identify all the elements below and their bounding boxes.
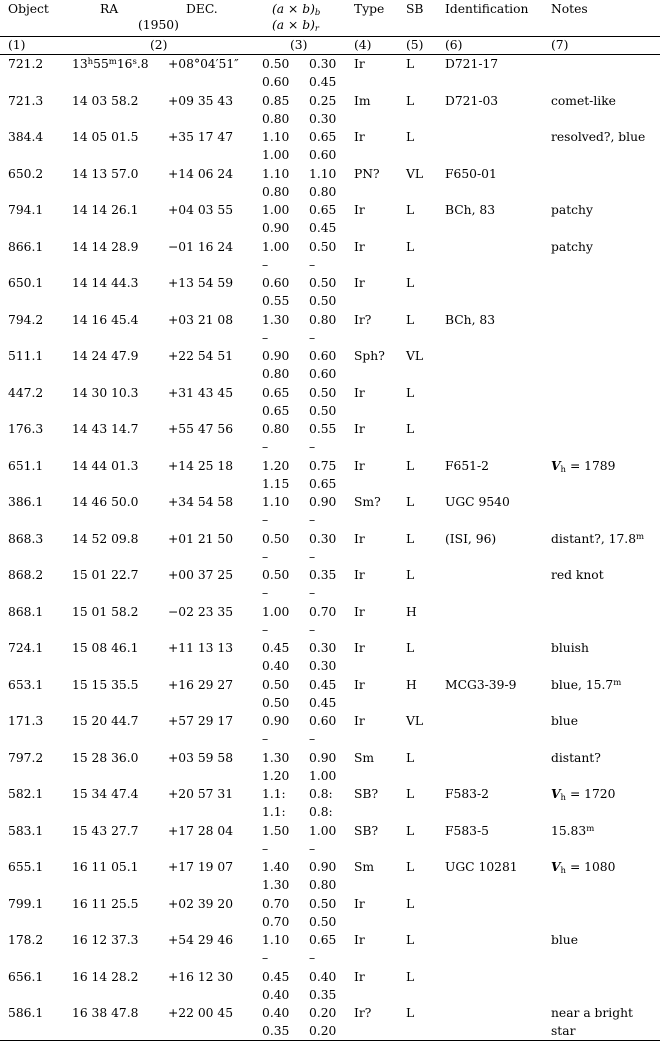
size-b-blue-cell: 0.45 (309, 677, 337, 692)
ra-cell: 14 13 57.0 (72, 166, 139, 181)
sb-cell: H (406, 677, 417, 692)
col-number: (5) (406, 38, 424, 52)
notes-cell: bluish (551, 641, 589, 655)
ra-cell: 15 43 27.7 (72, 823, 139, 838)
identification-cell: D721-17 (445, 57, 499, 71)
sb-cell: VL (406, 166, 424, 181)
size-a-blue-cell: 0.60 (262, 276, 290, 290)
type-cell: Ir (354, 933, 365, 947)
size-a-red-cell: 0.60 (262, 75, 290, 89)
ra-cell: 13$^h$55$^m$16$^s$.8 (72, 57, 149, 71)
sb-cell: L (406, 495, 415, 509)
size-a-red-cell: 1.1: (262, 805, 286, 819)
size-a-red-cell: – (262, 622, 269, 637)
ra-cell: 14 03 58.2 (72, 93, 139, 108)
dec-cell: +00 37 25 (168, 568, 234, 582)
sb-cell: L (406, 276, 415, 290)
col-header-notes: Notes (551, 2, 588, 16)
type-cell: Ir (354, 239, 365, 254)
dec-cell: +34 54 58 (168, 495, 234, 509)
col-number: (4) (354, 38, 372, 52)
size-a-red-cell: – (262, 513, 269, 527)
notes-cell: 15.83$^m$ (551, 823, 595, 838)
header-rule-top (0, 36, 660, 37)
size-a-red-cell: 0.65 (262, 403, 290, 418)
dec-cell: +54 29 46 (168, 933, 234, 947)
sb-cell: L (406, 896, 415, 911)
dec-cell: +02 39 20 (168, 896, 234, 911)
size-a-red-cell: – (262, 951, 269, 965)
object-cell: 794.2 (8, 312, 44, 327)
size-a-blue-cell: 1.1: (262, 787, 286, 801)
object-cell: 583.1 (8, 823, 44, 838)
sb-cell: L (406, 93, 415, 108)
header-rule-bottom (0, 54, 660, 55)
identification-cell: UGC 10281 (445, 860, 518, 874)
notes-cell: $V_h = 1720$ (551, 786, 616, 803)
object-cell: 178.2 (8, 933, 44, 947)
size-b-blue-cell: 0.60 (309, 714, 337, 728)
size-a-blue-cell: 1.20 (262, 458, 290, 473)
col-number: (1) (8, 38, 26, 52)
ra-cell: 16 12 37.3 (72, 933, 139, 947)
type-cell: Ir (354, 458, 365, 473)
size-b-blue-cell: 0.60 (309, 349, 337, 363)
ra-cell: 14 05 01.5 (72, 130, 139, 144)
size-b-blue-cell: 0.55 (309, 422, 337, 436)
dec-cell: +04 03 55 (168, 203, 234, 217)
size-b-red-cell: 0.50 (309, 294, 337, 308)
dec-cell: +14 06 24 (168, 166, 234, 181)
size-b-blue-cell: 0.65 (309, 203, 337, 217)
object-cell: 586.1 (8, 1006, 44, 1020)
sb-cell: L (406, 787, 415, 801)
type-cell: Sm? (354, 495, 381, 509)
size-a-blue-cell: 1.10 (262, 933, 290, 947)
col-number: (6) (445, 38, 463, 52)
size-a-red-cell: 0.40 (262, 659, 290, 673)
size-a-blue-cell: 0.70 (262, 896, 290, 911)
col-header-dec: DEC. (186, 2, 218, 16)
size-b-blue-cell: 0.30 (309, 57, 337, 71)
type-cell: Ir (354, 714, 365, 728)
ra-cell: 16 11 05.1 (72, 860, 139, 874)
object-cell: 651.1 (8, 458, 44, 473)
size-b-blue-cell: 0.90 (309, 750, 337, 765)
type-cell: Ir (354, 969, 365, 984)
identification-cell: UGC 9540 (445, 495, 510, 509)
object-cell: 868.1 (8, 604, 44, 619)
ra-cell: 16 11 25.5 (72, 896, 139, 911)
dec-cell: −01 16 24 (168, 239, 234, 254)
sb-cell: H (406, 604, 417, 619)
size-b-red-cell: 0.45 (309, 695, 337, 710)
notes-cell: distant?, 17.8$^m$ (551, 531, 645, 546)
ra-cell: 14 43 14.7 (72, 422, 139, 436)
size-b-red-cell: – (309, 586, 316, 600)
sb-cell: L (406, 203, 415, 217)
ra-cell: 16 38 47.8 (72, 1006, 139, 1020)
size-a-red-cell: 0.80 (262, 184, 290, 199)
size-b-blue-cell: 0.50 (309, 239, 337, 254)
sb-cell: L (406, 1006, 415, 1020)
size-a-red-cell: – (262, 549, 269, 564)
sb-cell: L (406, 860, 415, 874)
ra-cell: 14 46 50.0 (72, 495, 139, 509)
size-b-red-cell: – (309, 841, 316, 856)
sb-cell: L (406, 422, 415, 436)
type-cell: Ir (354, 385, 365, 400)
ra-cell: 15 20 44.7 (72, 714, 139, 728)
identification-cell: BCh, 83 (445, 312, 496, 327)
identification-cell: F583-5 (445, 823, 489, 838)
ra-cell: 15 01 22.7 (72, 568, 139, 582)
dec-cell: +17 19 07 (168, 860, 234, 874)
col-number: (7) (551, 38, 569, 52)
size-b-red-cell: 0.80 (309, 184, 337, 199)
ra-cell: 14 24 47.9 (72, 349, 139, 363)
ra-cell: 15 01 58.2 (72, 604, 139, 619)
size-b-blue-cell: 0.90 (309, 860, 337, 874)
object-cell: 721.3 (8, 93, 44, 108)
col-header-type: Type (354, 2, 385, 16)
size-a-red-cell: 0.80 (262, 111, 290, 126)
type-cell: Ir (354, 604, 365, 619)
size-b-red-cell: – (309, 513, 316, 527)
size-a-red-cell: 1.15 (262, 476, 290, 491)
dec-cell: +31 43 45 (168, 385, 234, 400)
size-b-blue-cell: 1.10 (309, 166, 337, 181)
type-cell: Ir (354, 203, 365, 217)
size-b-red-cell: 0.30 (309, 111, 337, 126)
ra-cell: 15 15 35.5 (72, 677, 139, 692)
size-a-red-cell: 1.30 (262, 878, 290, 892)
size-b-blue-cell: 0.90 (309, 495, 337, 509)
notes-cell: blue, 15.7$^m$ (551, 677, 622, 692)
size-b-red-cell: 0.65 (309, 476, 337, 491)
size-b-blue-cell: 0.65 (309, 933, 337, 947)
ra-cell: 14 14 26.1 (72, 203, 139, 217)
size-a-red-cell: – (262, 732, 269, 746)
type-cell: Im (354, 93, 371, 108)
sb-cell: L (406, 239, 415, 254)
notes-cell: patchy (551, 203, 593, 217)
object-cell: 582.1 (8, 787, 44, 801)
identification-cell: MCG3-39-9 (445, 677, 517, 692)
size-b-blue-cell: 0.25 (309, 93, 337, 108)
col-header-sb: SB (406, 2, 424, 16)
object-cell: 868.3 (8, 531, 44, 546)
size-a-blue-cell: 0.45 (262, 641, 290, 655)
dec-cell: +57 29 17 (168, 714, 234, 728)
size-a-red-cell: 1.00 (262, 148, 290, 162)
size-a-blue-cell: 1.30 (262, 750, 290, 765)
size-b-red-cell: – (309, 549, 316, 564)
type-cell: Ir? (354, 312, 372, 327)
dec-cell: +13 54 59 (168, 276, 234, 290)
size-b-red-cell: 0.50 (309, 403, 337, 418)
notes-cell: red knot (551, 568, 604, 582)
dec-cell: +11 13 13 (168, 641, 234, 655)
object-cell: 655.1 (8, 860, 44, 874)
type-cell: Ir (354, 677, 365, 692)
type-cell: Sm (354, 860, 375, 874)
object-cell: 794.1 (8, 203, 44, 217)
notes-cell: blue (551, 933, 579, 947)
identification-cell: F583-2 (445, 787, 489, 801)
size-a-blue-cell: 1.40 (262, 860, 290, 874)
col-number: (3) (290, 38, 308, 52)
size-a-red-cell: 0.55 (262, 294, 290, 308)
object-cell: 799.1 (8, 896, 44, 911)
object-cell: 447.2 (8, 385, 44, 400)
sb-cell: L (406, 823, 415, 838)
size-a-blue-cell: 0.50 (262, 531, 290, 546)
type-cell: Ir (354, 531, 365, 546)
size-b-red-cell: 0.30 (309, 659, 337, 673)
type-cell: Sm (354, 750, 375, 765)
size-a-blue-cell: 0.85 (262, 93, 290, 108)
type-cell: SB? (354, 787, 379, 801)
size-b-red-cell: – (309, 257, 316, 272)
col-number: (2) (150, 38, 168, 52)
sb-cell: L (406, 969, 415, 984)
size-a-blue-cell: 0.50 (262, 677, 290, 692)
ra-cell: 14 30 10.3 (72, 385, 139, 400)
ra-cell: 15 34 47.4 (72, 787, 139, 801)
size-a-blue-cell: 1.30 (262, 312, 290, 327)
size-a-red-cell: 0.40 (262, 987, 290, 1002)
size-a-red-cell: 0.80 (262, 367, 290, 381)
object-cell: 724.1 (8, 641, 44, 655)
dec-cell: +22 54 51 (168, 349, 234, 363)
dec-cell: +35 17 47 (168, 130, 234, 144)
size-a-red-cell: 1.20 (262, 768, 290, 783)
size-a-red-cell: 0.70 (262, 914, 290, 929)
ra-cell: 14 14 28.9 (72, 239, 139, 254)
table-bottom-rule (0, 1040, 660, 1041)
dec-cell: +03 21 08 (168, 312, 234, 327)
notes-cell: resolved?, blue (551, 130, 646, 144)
size-a-blue-cell: 0.50 (262, 57, 290, 71)
size-b-red-cell: 0.60 (309, 148, 337, 162)
identification-cell: (ISI, 96) (445, 531, 497, 546)
size-a-red-cell: 0.50 (262, 695, 290, 710)
size-a-blue-cell: 0.90 (262, 349, 290, 363)
type-cell: Ir (354, 641, 365, 655)
object-cell: 653.1 (8, 677, 44, 692)
size-a-blue-cell: 0.65 (262, 385, 290, 400)
object-cell: 650.2 (8, 166, 44, 181)
dec-cell: +17 28 04 (168, 823, 234, 838)
sb-cell: L (406, 750, 415, 765)
col-header-object: Object (8, 2, 49, 16)
notes-cell: $V_h = 1789$ (551, 457, 616, 475)
size-b-blue-cell: 0.50 (309, 276, 337, 290)
type-cell: Ir (354, 896, 365, 911)
size-b-red-cell: 0.60 (309, 367, 337, 381)
size-a-blue-cell: 0.80 (262, 422, 290, 436)
dec-cell: +16 29 27 (168, 677, 234, 692)
size-a-blue-cell: 1.10 (262, 495, 290, 509)
object-cell: 176.3 (8, 422, 44, 436)
size-a-red-cell: – (262, 841, 269, 856)
size-a-blue-cell: 1.50 (262, 823, 290, 838)
size-b-red-cell: 0.80 (309, 878, 337, 892)
size-b-red-cell: – (309, 330, 316, 345)
size-a-red-cell: – (262, 440, 269, 454)
size-a-red-cell: – (262, 330, 269, 345)
dec-cell: +03 59 58 (168, 750, 234, 765)
ra-cell: 16 14 28.2 (72, 969, 139, 984)
size-a-red-cell: – (262, 257, 269, 272)
type-cell: Ir (354, 130, 365, 144)
size-b-red-cell: – (309, 732, 316, 746)
size-b-blue-cell: 0.80 (309, 312, 337, 327)
sb-cell: L (406, 568, 415, 582)
size-a-blue-cell: 1.00 (262, 604, 290, 619)
size-b-red-cell: – (309, 440, 316, 454)
size-b-blue-cell: 0.35 (309, 568, 337, 582)
dec-cell: +20 57 31 (168, 787, 234, 801)
ra-cell: 15 08 46.1 (72, 641, 139, 655)
sb-cell: VL (406, 714, 424, 728)
col-header-size-blue: $(a \times b)_b$ (272, 2, 321, 18)
size-b-blue-cell: 0.50 (309, 896, 337, 911)
size-a-red-cell: – (262, 586, 269, 600)
size-b-blue-cell: 0.30 (309, 641, 337, 655)
dec-cell: −02 23 35 (168, 604, 234, 619)
object-cell: 650.1 (8, 276, 44, 290)
object-cell: 384.4 (8, 130, 44, 144)
identification-cell: BCh, 83 (445, 203, 496, 217)
notes-cell: blue (551, 714, 579, 728)
type-cell: Ir (354, 422, 365, 436)
size-a-red-cell: 0.90 (262, 221, 290, 235)
size-b-blue-cell: 0.70 (309, 604, 337, 619)
size-b-red-cell: 0.8: (309, 805, 333, 819)
dec-cell: +08°04′51″ (168, 57, 239, 71)
type-cell: Ir (354, 276, 365, 290)
type-cell: Ir (354, 57, 365, 71)
size-a-red-cell: 0.35 (262, 1024, 290, 1038)
sb-cell: L (406, 312, 415, 327)
identification-cell: F650-01 (445, 166, 497, 181)
size-b-blue-cell: 1.00 (309, 823, 337, 838)
col-header-epoch: (1950) (138, 18, 179, 32)
dec-cell: +16 12 30 (168, 969, 234, 984)
size-b-blue-cell: 0.75 (309, 458, 337, 473)
sb-cell: L (406, 458, 415, 473)
object-cell: 511.1 (8, 349, 44, 363)
notes-cell: near a bright star (551, 1006, 633, 1038)
dec-cell: +09 35 43 (168, 93, 234, 108)
size-a-blue-cell: 0.90 (262, 714, 290, 728)
ra-cell: 14 44 01.3 (72, 458, 139, 473)
size-b-blue-cell: 0.20 (309, 1006, 337, 1020)
ra-cell: 15 28 36.0 (72, 750, 139, 765)
object-cell: 386.1 (8, 495, 44, 509)
size-b-blue-cell: 0.30 (309, 531, 337, 546)
sb-cell: L (406, 57, 415, 71)
object-cell: 797.2 (8, 750, 44, 765)
type-cell: Ir? (354, 1006, 372, 1020)
type-cell: SB? (354, 823, 379, 838)
ra-cell: 14 14 44.3 (72, 276, 139, 290)
size-a-blue-cell: 1.10 (262, 130, 290, 144)
notes-cell: comet-like (551, 93, 616, 108)
size-b-blue-cell: 0.8: (309, 787, 333, 801)
size-b-blue-cell: 0.65 (309, 130, 337, 144)
sb-cell: L (406, 531, 415, 546)
notes-cell: distant? (551, 750, 601, 765)
size-a-blue-cell: 0.50 (262, 568, 290, 582)
sb-cell: L (406, 641, 415, 655)
sb-cell: VL (406, 349, 424, 363)
size-b-red-cell: 0.45 (309, 75, 337, 89)
object-cell: 171.3 (8, 714, 44, 728)
size-b-red-cell: 0.35 (309, 987, 337, 1002)
size-a-blue-cell: 0.45 (262, 969, 290, 984)
object-cell: 656.1 (8, 969, 44, 984)
col-header-size-red: $(a \times b)_r$ (272, 18, 319, 34)
sb-cell: L (406, 130, 415, 144)
type-cell: Sph? (354, 349, 385, 363)
ra-cell: 14 52 09.8 (72, 531, 139, 546)
object-cell: 866.1 (8, 239, 44, 254)
notes-cell: $V_h = 1080$ (551, 859, 616, 876)
type-cell: Ir (354, 568, 365, 582)
size-b-red-cell: 0.20 (309, 1024, 337, 1038)
size-b-blue-cell: 0.50 (309, 385, 337, 400)
size-b-red-cell: – (309, 951, 316, 965)
sb-cell: L (406, 933, 415, 947)
ra-cell: 14 16 45.4 (72, 312, 139, 327)
object-cell: 721.2 (8, 57, 44, 71)
size-a-blue-cell: 1.00 (262, 203, 290, 217)
size-b-red-cell: 1.00 (309, 768, 337, 783)
size-b-blue-cell: 0.40 (309, 969, 337, 984)
dec-cell: +55 47 56 (168, 422, 234, 436)
identification-cell: D721-03 (445, 93, 499, 108)
size-a-blue-cell: 1.10 (262, 166, 290, 181)
size-b-red-cell: 0.50 (309, 914, 337, 929)
type-cell: PN? (354, 166, 380, 181)
dec-cell: +01 21 50 (168, 531, 234, 546)
dec-cell: +14 25 18 (168, 458, 234, 473)
dec-cell: +22 00 45 (168, 1006, 234, 1020)
col-header-identification: Identification (445, 2, 529, 16)
size-a-blue-cell: 1.00 (262, 239, 290, 254)
object-cell: 868.2 (8, 568, 44, 582)
sb-cell: L (406, 385, 415, 400)
size-b-red-cell: 0.45 (309, 221, 337, 235)
notes-cell: patchy (551, 239, 593, 254)
size-b-red-cell: – (309, 622, 316, 637)
col-header-ra: RA (100, 2, 119, 16)
size-a-blue-cell: 0.40 (262, 1006, 290, 1020)
identification-cell: F651-2 (445, 458, 489, 473)
